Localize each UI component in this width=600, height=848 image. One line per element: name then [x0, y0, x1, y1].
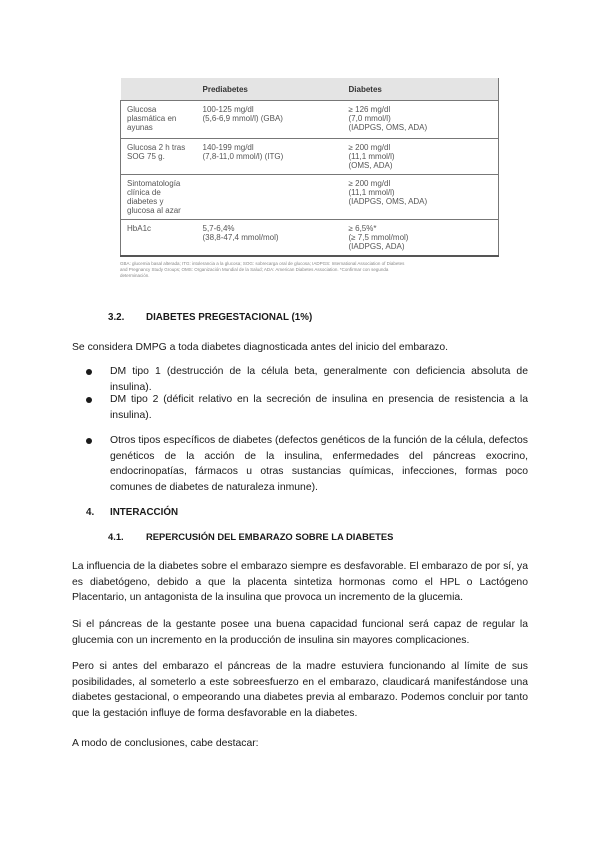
cell-line: (IADPGS, OMS, ADA)	[348, 197, 428, 206]
cell-line: (11,1 mmol/l)	[348, 188, 395, 197]
section-title: DIABETES PREGESTACIONAL (1%)	[146, 312, 313, 323]
bullet-icon	[86, 369, 92, 375]
paragraph: Si el páncreas de la gestante posee una buena capacidad funcional será capaz de regular la glucemia con un incremento en la producción de insulina sin mayores complicaciones.	[72, 619, 528, 646]
list-item-text: DM tipo 2 (déficit relativo en la secreción de insulina en presencia de resistencia a la insulina).	[110, 394, 528, 421]
row-label-cell	[121, 220, 197, 257]
cell-line: (IADPGS, OMS, ADA)	[348, 123, 428, 132]
cell-line: glucosa al azar	[127, 206, 181, 215]
section-number: 4.1.	[108, 531, 124, 542]
cell-line: ≥ 6,5%*	[348, 224, 377, 233]
bullet-icon	[86, 438, 92, 444]
paragraph: A modo de conclusiones, cabe destacar:	[72, 738, 259, 749]
list-item	[86, 392, 528, 423]
cell-line: ≥ 126 mg/dl	[348, 105, 391, 114]
cell-line: HbA1c	[127, 224, 152, 233]
table-footnote: GBA: glucemia basal alterada; ITG: intolerancia a la glucosa; SOG: sobrecarga oral de glucosa; IADPGS: International Association of Diabetes and Pregnancy Study Groups; OMS: Organización Mundial de la Salud; ADA: American Diabetes Association. *Confirmar con segunda determinación.	[120, 261, 405, 278]
diabetes-cell	[343, 220, 499, 257]
prediabetes-cell	[197, 175, 343, 220]
prediabetes-cell	[197, 220, 343, 257]
table-row	[121, 175, 499, 220]
bullet-icon	[86, 397, 92, 403]
row-label-cell	[121, 175, 197, 220]
list-item-text: DM tipo 1 (destrucción de la célula beta, generalmente con deficiencia absoluta de insulina).	[110, 366, 528, 393]
table-row	[121, 220, 499, 257]
cell-line: ≥ 200 mg/dl	[348, 143, 391, 152]
row-label-cell	[121, 101, 197, 139]
diabetes-cell	[343, 175, 499, 220]
prediabetes-cell	[197, 101, 343, 139]
diagnostic-criteria-table	[120, 78, 499, 257]
diagnostic-criteria-figure	[120, 78, 498, 279]
diabetes-cell	[343, 139, 499, 175]
cell-line: 100-125 mg/dl	[202, 105, 254, 114]
row-label-cell	[121, 139, 197, 175]
section-title: REPERCUSIÓN DEL EMBARAZO SOBRE LA DIABETES	[146, 531, 394, 542]
paragraph: La influencia de la diabetes sobre el embarazo siempre es desfavorable. El embarazo de por sí, ya es diabetógeno, debido a que la placenta sintetiza hormonas como el HPL o Lactógeno Placentario, un antagonista de la insulina que provoca un incremento de la glucemia.	[72, 561, 528, 604]
cell-line: Glucosa	[127, 105, 157, 114]
cell-line: (IADPGS, ADA)	[348, 242, 405, 251]
list-item	[86, 364, 528, 395]
cell-line: clínica de	[127, 188, 161, 197]
prediabetes-cell	[197, 139, 343, 175]
cell-line: (OMS, ADA)	[348, 161, 393, 170]
table-header-cell: Prediabetes	[197, 78, 343, 101]
cell-line: (5,6-6,9 mmol/l) (GBA)	[202, 114, 283, 123]
cell-line: (7,8-11,0 mmol/l) (ITG)	[202, 152, 284, 161]
cell-line: diabetes y	[127, 197, 164, 206]
table-header-cell: Diabetes	[343, 78, 499, 101]
table-row	[121, 139, 499, 175]
table-header-row	[121, 78, 499, 101]
section-intro: Se considera DMPG a toda diabetes diagnosticada antes del inicio del embarazo.	[72, 342, 449, 353]
list-item-text: Otros tipos específicos de diabetes (defectos genéticos de la función de la célula, defectos genéticos de la acción de la insulina, enfermedades del páncreas exocrino, endocrinopatías, fármacos u otras sustancias químicas, infecciones, formas poco comunes de diabetes de naturaleza inmune).	[110, 435, 528, 493]
cell-line: 5,7-6,4%	[202, 224, 235, 233]
section-number: 4.	[86, 507, 95, 518]
table-header-cell	[121, 78, 197, 101]
cell-line: (7,0 mmol/l)	[348, 114, 391, 123]
cell-line: plasmática en	[127, 114, 177, 123]
section-title: INTERACCIÓN	[110, 507, 179, 518]
cell-line: ayunas	[127, 123, 153, 132]
cell-line: 140-199 mg/dl	[202, 143, 254, 152]
cell-line: ≥ 200 mg/dl	[348, 179, 391, 188]
cell-line: (38,8-47,4 mmol/mol)	[202, 233, 279, 242]
cell-line: Glucosa 2 h tras	[127, 143, 186, 152]
cell-line: SOG 75 g.	[127, 152, 165, 161]
paragraph: Pero si antes del embarazo el páncreas de la madre estuviera funcionando al límite de sus posibilidades, al someterlo a este sobreesfuerzo en el embarazo, claudicará manifestándose una diabetes gestacional, o empeorando una diabetes previa al embarazo. Podemos concluir por tanto que la gestación influye de forma desfavorable en la diabetes.	[72, 661, 528, 719]
cell-line: Sintomatología	[127, 179, 181, 188]
list-item	[86, 433, 528, 495]
cell-line: (≥ 7,5 mmol/mol)	[348, 233, 409, 242]
table-row	[121, 101, 499, 139]
section-number: 3.2.	[108, 312, 125, 323]
cell-line: (11,1 mmol/l)	[348, 152, 395, 161]
diabetes-cell	[343, 101, 499, 139]
